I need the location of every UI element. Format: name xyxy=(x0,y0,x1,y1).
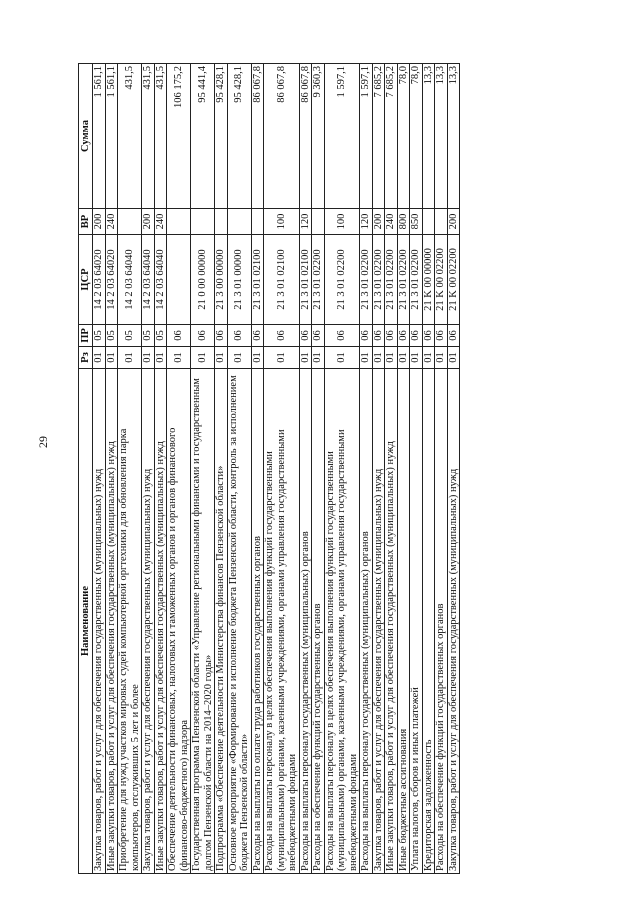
table-row xyxy=(264,64,300,874)
cell-vr: 240 xyxy=(385,209,398,235)
cell-vr: 100 xyxy=(264,209,300,235)
cell-name: Основное мероприятие «Формирование и исполнение бюджета Пензенской области, контроль за исполнением бюджета Пензенской области» xyxy=(227,369,251,874)
cell-vr: 200 xyxy=(447,209,460,235)
table-row xyxy=(312,64,325,874)
cell-csr: 21 3 01 02100 xyxy=(299,235,312,325)
cell-csr: 21 3 01 02100 xyxy=(264,235,300,325)
table-row xyxy=(191,64,215,874)
cell-vr xyxy=(191,209,215,235)
cell-vr: 240 xyxy=(154,209,167,235)
header-csr: ЦСР xyxy=(79,235,93,325)
cell-name: Приобретение для нужд участков мировых судей компьютерной оргтехники для обновления парка компьютеров, отслуживших 5 лет и более xyxy=(118,369,142,874)
cell-rz: 01 xyxy=(215,347,228,369)
cell-csr: 21 3 01 02200 xyxy=(372,235,385,325)
cell-name: Закупка товаров, работ и услуг для обеспечения государственных (муниципальных) нужд xyxy=(142,369,155,874)
cell-pr: 06 xyxy=(227,325,251,347)
cell-vr xyxy=(167,209,191,235)
cell-rz: 01 xyxy=(435,347,448,369)
table-row xyxy=(118,64,142,874)
cell-name: Иные закупки товаров, работ и услуг для обеспечения государственных (муниципальных) нужд xyxy=(105,369,118,874)
cell-sum: 95 428,1 xyxy=(227,64,251,209)
cell-csr: 14 2 03 64040 xyxy=(154,235,167,325)
cell-pr: 06 xyxy=(422,325,435,347)
cell-rz: 01 xyxy=(397,347,410,369)
header-vr: ВР xyxy=(79,209,93,235)
cell-rz: 01 xyxy=(360,347,373,369)
cell-name: Расходы на обеспечение функций государственных органов xyxy=(435,369,448,874)
cell-pr: 06 xyxy=(215,325,228,347)
cell-csr: 14 2 03 64020 xyxy=(105,235,118,325)
cell-sum: 78,0 xyxy=(410,64,423,209)
table-row xyxy=(435,64,448,874)
cell-name: Расходы на обеспечение функций государственных органов xyxy=(312,369,325,874)
table-row xyxy=(227,64,251,874)
cell-rz: 01 xyxy=(312,347,325,369)
cell-pr: 06 xyxy=(447,325,460,347)
table-row xyxy=(251,64,264,874)
cell-pr: 06 xyxy=(251,325,264,347)
budget-table xyxy=(78,63,460,874)
cell-rz: 01 xyxy=(264,347,300,369)
cell-pr: 06 xyxy=(410,325,423,347)
cell-vr: 800 xyxy=(397,209,410,235)
cell-vr: 200 xyxy=(142,209,155,235)
cell-pr: 06 xyxy=(435,325,448,347)
cell-csr: 21 K 00 02200 xyxy=(447,235,460,325)
cell-name: Закупка товаров, работ и услуг для обеспечения государственных (муниципальных) нужд xyxy=(93,369,106,874)
cell-csr: 21 3 01 02200 xyxy=(397,235,410,325)
cell-pr: 05 xyxy=(118,325,142,347)
cell-sum: 86 067,8 xyxy=(299,64,312,209)
cell-csr: 21 3 01 02200 xyxy=(312,235,325,325)
cell-csr: 21 3 01 02200 xyxy=(360,235,373,325)
cell-vr: 200 xyxy=(93,209,106,235)
cell-sum: 106 175,2 xyxy=(167,64,191,209)
cell-sum: 13,3 xyxy=(422,64,435,209)
cell-rz: 01 xyxy=(93,347,106,369)
cell-rz: 01 xyxy=(385,347,398,369)
cell-sum: 431,5 xyxy=(142,64,155,209)
cell-sum: 7 685,2 xyxy=(372,64,385,209)
table-row xyxy=(93,64,106,874)
cell-name: Иные бюджетные ассигнования xyxy=(397,369,410,874)
cell-pr: 05 xyxy=(93,325,106,347)
cell-rz: 01 xyxy=(154,347,167,369)
cell-vr xyxy=(312,209,325,235)
cell-csr: 14 2 03 64040 xyxy=(118,235,142,325)
table-row xyxy=(447,64,460,874)
cell-name: Расходы на выплаты персоналу государственных (муниципальных) органов xyxy=(299,369,312,874)
cell-pr: 06 xyxy=(312,325,325,347)
cell-pr: 06 xyxy=(191,325,215,347)
rotated-page-content xyxy=(78,64,583,874)
table-row xyxy=(324,64,360,874)
cell-rz: 01 xyxy=(410,347,423,369)
table-body xyxy=(93,64,460,874)
cell-name: Расходы на выплаты персоналу в целях обеспечения выполнения функций государственными (муниципальными) органами, казенными учреждениями, органами управления государственными внебюджетными фондами xyxy=(324,369,360,874)
cell-csr: 21 K 00 02200 xyxy=(435,235,448,325)
cell-rz: 01 xyxy=(167,347,191,369)
cell-sum: 86 067,8 xyxy=(264,64,300,209)
cell-rz: 01 xyxy=(422,347,435,369)
cell-sum: 9 360,3 xyxy=(312,64,325,209)
table-row xyxy=(422,64,435,874)
cell-pr: 06 xyxy=(385,325,398,347)
cell-vr xyxy=(435,209,448,235)
cell-csr xyxy=(167,235,191,325)
cell-rz: 01 xyxy=(118,347,142,369)
cell-rz: 01 xyxy=(191,347,215,369)
cell-pr: 06 xyxy=(324,325,360,347)
cell-sum: 86 067,8 xyxy=(251,64,264,209)
header-pr: ПР xyxy=(79,325,93,347)
cell-rz: 01 xyxy=(324,347,360,369)
table-row xyxy=(397,64,410,874)
cell-rz: 01 xyxy=(142,347,155,369)
table-row xyxy=(360,64,373,874)
cell-csr: 21 K 00 00000 xyxy=(422,235,435,325)
cell-name: Подпрограмма «Обеспечение деятельности Министерства финансов Пензенской области» xyxy=(215,369,228,874)
cell-sum: 1 597,1 xyxy=(324,64,360,209)
table-row xyxy=(105,64,118,874)
table-row xyxy=(215,64,228,874)
cell-csr: 21 3 00 00000 xyxy=(215,235,228,325)
cell-vr: 120 xyxy=(299,209,312,235)
table-row xyxy=(385,64,398,874)
table-row xyxy=(299,64,312,874)
cell-vr xyxy=(251,209,264,235)
page-number: 29 xyxy=(36,436,50,448)
table-row xyxy=(142,64,155,874)
cell-rz: 01 xyxy=(447,347,460,369)
cell-name: Закупка товаров, работ и услуг для обеспечения государственных (муниципальных) нужд xyxy=(447,369,460,874)
cell-name: Кредиторская задолженность xyxy=(422,369,435,874)
cell-name: Закупка товаров, работ и услуг для обеспечения государственных (муниципальных) нужд xyxy=(372,369,385,874)
cell-rz: 01 xyxy=(299,347,312,369)
table-row xyxy=(372,64,385,874)
cell-pr: 05 xyxy=(105,325,118,347)
header-rz: Рз xyxy=(79,347,93,369)
table-header xyxy=(79,64,93,874)
cell-sum: 1 561,1 xyxy=(93,64,106,209)
cell-vr: 240 xyxy=(105,209,118,235)
cell-csr: 21 3 01 02100 xyxy=(251,235,264,325)
cell-sum: 1 597,1 xyxy=(360,64,373,209)
cell-vr: 200 xyxy=(372,209,385,235)
cell-vr xyxy=(118,209,142,235)
table-row xyxy=(154,64,167,874)
cell-csr: 21 3 01 02200 xyxy=(410,235,423,325)
cell-rz: 01 xyxy=(251,347,264,369)
cell-vr xyxy=(227,209,251,235)
cell-sum: 13,3 xyxy=(435,64,448,209)
cell-name: Государственная программа Пензенской области «Управление региональными финансами и государственным долгом Пензенской области на 2014–2020 годы» xyxy=(191,369,215,874)
cell-name: Обеспечение деятельности финансовых, налоговых и таможенных органов и органов финансового (финансово-бюджетного) надзора xyxy=(167,369,191,874)
cell-rz: 01 xyxy=(372,347,385,369)
cell-vr: 120 xyxy=(360,209,373,235)
cell-pr: 06 xyxy=(372,325,385,347)
cell-name: Иные закупки товаров, работ и услуг для обеспечения государственных (муниципальных) нужд xyxy=(154,369,167,874)
table-row xyxy=(167,64,191,874)
cell-csr: 21 3 01 00000 xyxy=(227,235,251,325)
cell-pr: 06 xyxy=(299,325,312,347)
cell-sum: 13,3 xyxy=(447,64,460,209)
cell-pr: 05 xyxy=(142,325,155,347)
cell-sum: 7 685,2 xyxy=(385,64,398,209)
table-row xyxy=(410,64,423,874)
cell-rz: 01 xyxy=(227,347,251,369)
cell-name: Иные закупки товаров, работ и услуг для обеспечения государственных (муниципальных) нужд xyxy=(385,369,398,874)
header-sum: Сумма xyxy=(79,64,93,209)
cell-sum: 431,5 xyxy=(154,64,167,209)
cell-name: Расходы на выплаты персоналу в целях обеспечения выполнения функций государственными (муниципальными) органами, казенными учреждениями, органами управления государственными внебюджетными фондами xyxy=(264,369,300,874)
cell-pr: 06 xyxy=(360,325,373,347)
cell-vr xyxy=(422,209,435,235)
cell-rz: 01 xyxy=(105,347,118,369)
cell-pr: 06 xyxy=(264,325,300,347)
cell-pr: 06 xyxy=(397,325,410,347)
header-row xyxy=(79,64,93,874)
cell-csr: 21 3 01 02200 xyxy=(385,235,398,325)
cell-csr: 14 2 03 64020 xyxy=(93,235,106,325)
cell-sum: 95 428,1 xyxy=(215,64,228,209)
cell-vr xyxy=(215,209,228,235)
cell-pr: 05 xyxy=(154,325,167,347)
cell-name: Уплата налогов, сборов и иных платежей xyxy=(410,369,423,874)
cell-pr: 06 xyxy=(167,325,191,347)
cell-vr: 100 xyxy=(324,209,360,235)
cell-vr: 850 xyxy=(410,209,423,235)
cell-sum: 431,5 xyxy=(118,64,142,209)
cell-sum: 1 561,1 xyxy=(105,64,118,209)
header-name: Наименование xyxy=(79,369,93,874)
cell-csr: 21 0 00 00000 xyxy=(191,235,215,325)
cell-sum: 95 441,4 xyxy=(191,64,215,209)
cell-csr: 14 2 03 64040 xyxy=(142,235,155,325)
cell-sum: 78,0 xyxy=(397,64,410,209)
cell-name: Расходы на выплаты персоналу государственных (муниципальных) органов xyxy=(360,369,373,874)
cell-name: Расходы на выплаты по оплате труда работников государственных органов xyxy=(251,369,264,874)
cell-csr: 21 3 01 02200 xyxy=(324,235,360,325)
